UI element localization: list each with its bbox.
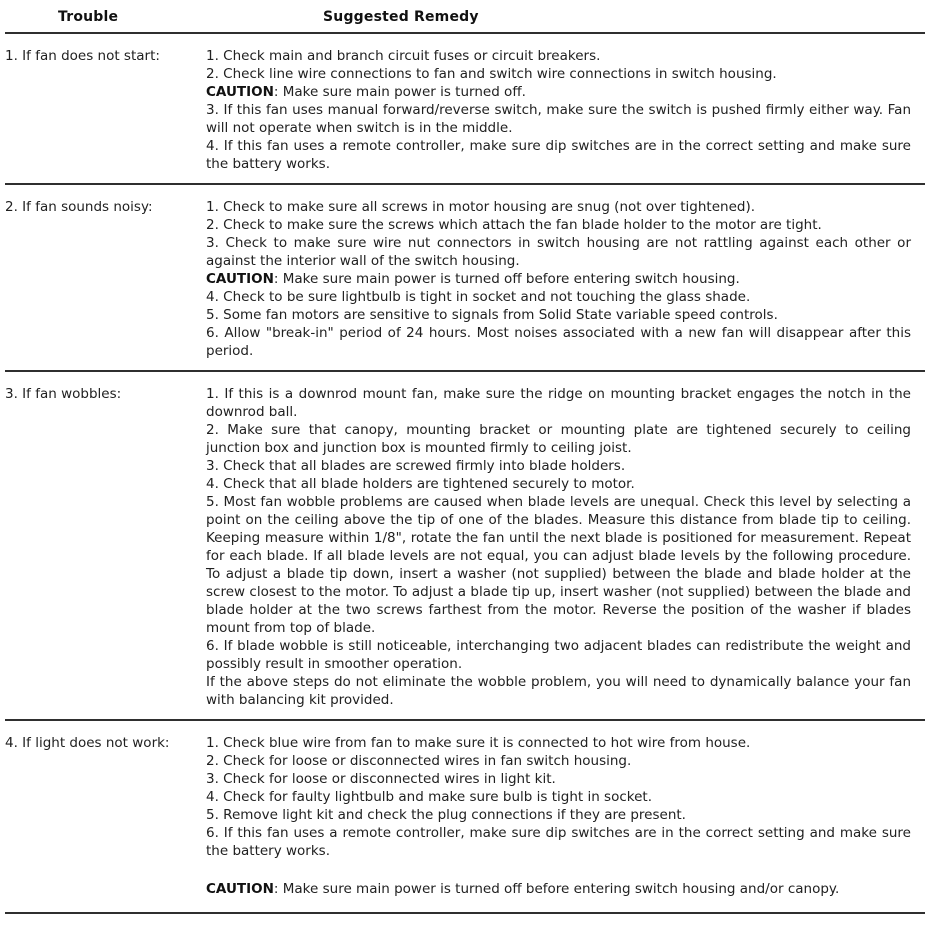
trouble-column-header: Trouble (58, 9, 119, 25)
remedy-step: 4. Check to be sure lightbulb is tight in socket and not touching the glass shade. (206, 289, 751, 305)
caution-label: CAUTION (206, 271, 274, 287)
remedy-step: 2. Make sure that canopy, mounting bracket or mounting plate are tightened securely to ceiling junction box and junction box is mounted firmly to ceiling joist. (206, 422, 911, 456)
remedy-step: 4. Check for faulty lightbulb and make sure bulb is tight in socket. (206, 789, 653, 805)
remedy-step: 2. Check for loose or disconnected wires in fan switch housing. (206, 753, 632, 769)
table-header (5, 6, 925, 34)
remedy-column-header: Suggested Remedy (323, 9, 479, 25)
remedy-step: 4. Check that all blade holders are tightened securely to motor. (206, 476, 635, 492)
remedy-step: 5. Most fan wobble problems are caused when blade levels are unequal. Check this level by selecting a point on the ceiling above the tip of one of the blades. Measure this distance from blade tip to ceiling. Keeping measure within 1/8", rotate the fan until the next blade is positioned for measurement. Repeat for each blade. If all blade levels are not equal, you can adjust blade levels by the following procedure. To adjust a blade tip down, insert a washer (not supplied) between the blade and blade holder at the screw closest to the motor. To adjust a blade tip up, insert washer (not supplied) between the blade and blade holder at the two screws farthest from the motor. Reverse the position of the washer if blades mount from top of blade. (206, 494, 911, 636)
table-row (5, 719, 925, 912)
remedy-step: 1. Check blue wire from fan to make sure it is connected to hot wire from house. (206, 735, 751, 751)
remedy-step: 3. If this fan uses manual forward/reverse switch, make sure the switch is pushed firmly either way. Fan will not operate when switch is in the middle. (206, 102, 911, 136)
remedy-cell (206, 47, 925, 173)
remedy-step: 3. Check to make sure wire nut connectors in switch housing are not rattling against each other or against the interior wall of the switch housing. (206, 235, 911, 269)
trouble-cell: 1. If fan does not start: (5, 48, 160, 64)
remedy-step: 1. Check to make sure all screws in motor housing are snug (not over tightened). (206, 199, 756, 215)
remedy-step: 1. Check main and branch circuit fuses or circuit breakers. (206, 48, 601, 64)
remedy-step: 5. Remove light kit and check the plug connections if they are present. (206, 807, 686, 823)
remedy-step: If the above steps do not eliminate the wobble problem, you will need to dynamically balance your fan with balancing kit provided. (206, 674, 911, 708)
remedy-step: CAUTION: Make sure main power is turned off before entering switch housing. (206, 271, 740, 287)
trouble-cell: 2. If fan sounds noisy: (5, 199, 153, 215)
caution-label: CAUTION (206, 881, 274, 897)
remedy-step: 2. Check to make sure the screws which attach the fan blade holder to the motor are tight. (206, 217, 822, 233)
remedy-step: 6. If this fan uses a remote controller, make sure dip switches are in the correct setting and make sure the battery works. (206, 825, 911, 859)
trouble-cell: 4. If light does not work: (5, 735, 170, 751)
remedy-step: 1. If this is a downrod mount fan, make sure the ridge on mounting bracket engages the notch in the downrod ball. (206, 386, 911, 420)
caution-label: CAUTION (206, 84, 274, 100)
remedy-step: 4. If this fan uses a remote controller, make sure dip switches are in the correct setting and make sure the battery works. (206, 138, 911, 172)
table-row (5, 183, 925, 370)
remedy-step: 6. Allow "break-in" period of 24 hours. Most noises associated with a new fan will disappear after this period. (206, 325, 911, 359)
table-row (5, 34, 925, 183)
table-row (5, 370, 925, 719)
remedy-step: 5. Some fan motors are sensitive to signals from Solid State variable speed controls. (206, 307, 778, 323)
remedy-cell (206, 198, 925, 360)
table-body (5, 34, 925, 912)
remedy-cell (206, 385, 925, 709)
remedy-step: 3. Check for loose or disconnected wires in light kit. (206, 771, 556, 787)
trouble-cell: 3. If fan wobbles: (5, 386, 122, 402)
remedy-step: CAUTION: Make sure main power is turned off. (206, 84, 526, 100)
remedy-step: CAUTION: Make sure main power is turned off before entering switch housing and/or canopy. (206, 881, 840, 897)
remedy-step: 3. Check that all blades are screwed firmly into blade holders. (206, 458, 626, 474)
remedy-step: 6. If blade wobble is still noticeable, interchanging two adjacent blades can redistribute the weight and possibly result in smoother operation. (206, 638, 911, 672)
remedy-cell (206, 734, 925, 898)
remedy-step: 2. Check line wire connections to fan and switch wire connections in switch housing. (206, 66, 777, 82)
troubleshooting-table (5, 0, 925, 914)
